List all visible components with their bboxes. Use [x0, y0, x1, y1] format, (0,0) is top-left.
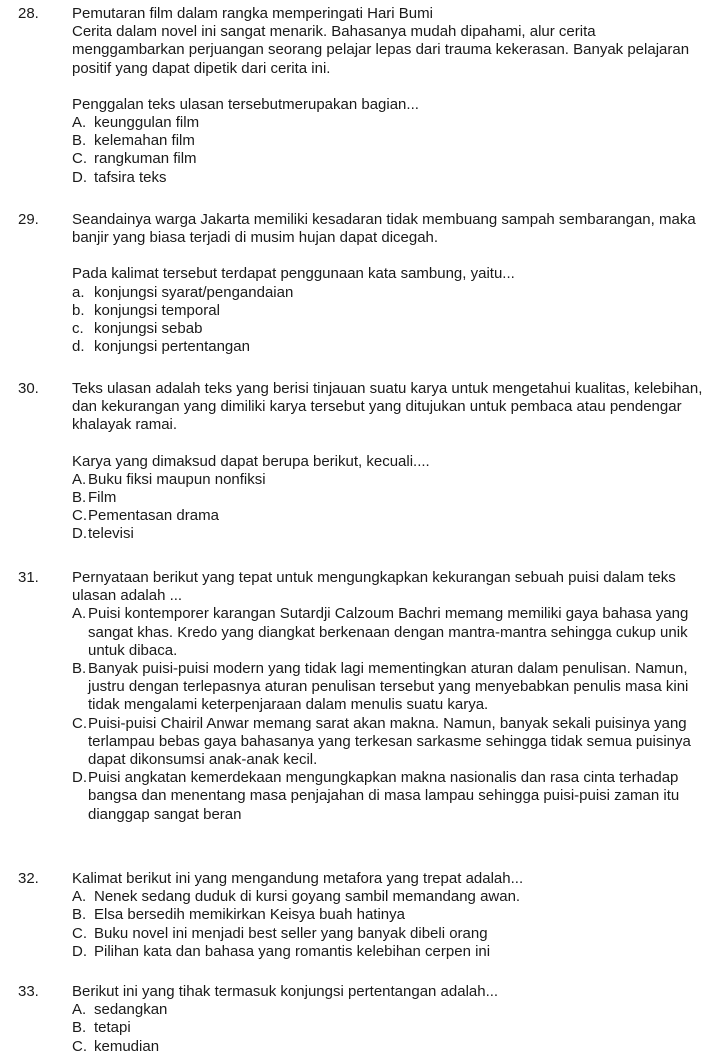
option-a[interactable]	[72, 114, 708, 132]
option-b[interactable]	[72, 660, 708, 715]
question-passage: Cerita dalam novel ini sangat menarik. Bahasanya mudah dipahami, alur cerita menggambarkan perjuangan seorang pelajar lepas dari trauma kekerasan. Banyak pelajaran positif yang dapat dipetik dari cerita ini.	[72, 23, 690, 77]
option-label: a.	[72, 283, 85, 301]
option-text: Buku fiksi maupun nonfiksi	[88, 470, 266, 488]
option-text: konjungsi pertentangan	[94, 338, 250, 356]
question-passage: Teks ulasan adalah teks yang berisi tinjauan suatu karya untuk mengetahui kualitas, kelebihan, dan kekurangan yang dimiliki karya tersebut yang ditujukan untuk pembaca atau pendengar khalayak ramai.	[72, 380, 703, 434]
option-label: B.	[72, 660, 87, 678]
option-a[interactable]	[72, 471, 708, 489]
option-text: rangkuman film	[94, 150, 197, 168]
option-text: konjungsi temporal	[94, 301, 220, 319]
option-c[interactable]	[72, 150, 708, 168]
option-text: Puisi angkatan kemerdekaan mengungkapkan makna nasionalis dan rasa cinta terhadap bangsa dan menentang masa penjajahan di masa lampau sehingga puisi-puisi zaman itu dianggap sangat beran	[88, 769, 680, 823]
question-passage: Seandainya warga Jakarta memiliki kesadaran tidak membuang sampah sembarangan, maka banjir yang biasa terjadi di musim hujan dapat dicegah.	[72, 211, 696, 247]
option-d[interactable]	[72, 943, 708, 961]
question-passage: Kalimat berikut ini yang mengandung metafora yang trepat adalah...	[72, 870, 524, 887]
question-number: 32.	[18, 870, 39, 887]
option-text: Buku novel ini menjadi best seller yang banyak dibeli orang	[94, 924, 488, 942]
option-b[interactable]	[72, 1019, 708, 1037]
option-b[interactable]	[72, 489, 708, 507]
option-text: tafsira teks	[94, 168, 167, 186]
question-prompt: Karya yang dimaksud dapat berupa berikut, kecuali....	[72, 452, 430, 470]
question-title: Pemutaran film dalam rangka memperingati Hari Bumi	[72, 5, 433, 22]
option-label: C.	[72, 924, 87, 942]
option-label: B.	[72, 1019, 87, 1037]
option-label: A.	[72, 470, 87, 488]
option-a[interactable]	[72, 1001, 708, 1019]
option-label: C.	[72, 150, 87, 168]
question-29	[18, 211, 708, 356]
question-number: 30.	[18, 380, 39, 397]
option-a[interactable]	[72, 605, 708, 660]
option-label: b.	[72, 301, 85, 319]
option-text: konjungsi syarat/pengandaian	[94, 283, 294, 301]
option-a[interactable]	[72, 284, 708, 302]
option-d[interactable]	[72, 338, 708, 356]
question-number: 31.	[18, 569, 39, 586]
option-label: B.	[72, 906, 87, 924]
option-c[interactable]	[72, 320, 708, 338]
question-33	[18, 983, 708, 1056]
option-label: C.	[72, 714, 87, 732]
option-label: B.	[72, 132, 87, 150]
option-c[interactable]	[72, 1038, 708, 1056]
option-label: D.	[72, 525, 87, 543]
option-label: C.	[72, 507, 87, 525]
option-b[interactable]	[72, 906, 708, 924]
option-c[interactable]	[72, 925, 708, 943]
option-label: D.	[72, 769, 87, 787]
option-text: Pilihan kata dan bahasa yang romantis kelebihan cerpen ini	[94, 942, 491, 960]
question-prompt: Pada kalimat tersebut terdapat penggunaan kata sambung, yaitu...	[72, 265, 515, 283]
option-c[interactable]	[72, 507, 708, 525]
question-number: 28.	[18, 5, 39, 22]
option-text: konjungsi sebab	[94, 320, 203, 338]
question-number: 29.	[18, 211, 39, 228]
question-28	[18, 5, 708, 187]
option-label: A.	[72, 1001, 87, 1019]
option-label: c.	[72, 320, 84, 338]
option-b[interactable]	[72, 132, 708, 150]
option-label: D.	[72, 168, 87, 186]
option-d[interactable]	[72, 769, 708, 824]
question-passage: Berikut ini yang tihak termasuk konjungsi pertentangan adalah...	[72, 983, 499, 1000]
option-text: Nenek sedang duduk di kursi goyang sambil memandang awan.	[94, 888, 521, 906]
question-30	[18, 380, 708, 544]
option-text: Film	[88, 489, 117, 507]
option-label: A.	[72, 888, 87, 906]
question-32	[18, 870, 708, 961]
question-number: 33.	[18, 983, 39, 1000]
question-31	[18, 569, 708, 824]
option-text: sedangkan	[94, 1001, 168, 1019]
option-b[interactable]	[72, 302, 708, 320]
option-label: d.	[72, 338, 85, 356]
option-d[interactable]	[72, 525, 708, 543]
option-text: Banyak puisi-puisi modern yang tidak lagi mementingkan aturan dalam penulisan. Namun, justru dengan terlepasnya aturan penulisan tersebut yang menyebabkan penulis masa kini tidak mengalami keterpenjaraan dalam menulis suatu karya.	[88, 660, 689, 714]
option-text: Elsa bersedih memikirkan Keisya buah hatinya	[94, 906, 405, 924]
option-text: televisi	[88, 525, 134, 543]
option-c[interactable]	[72, 715, 708, 770]
option-label: D.	[72, 942, 87, 960]
option-label: A.	[72, 605, 87, 623]
question-prompt: Penggalan teks ulasan tersebutmerupakan bagian...	[72, 95, 419, 113]
question-passage: Pernyataan berikut yang tepat untuk mengungkapkan kekurangan sebuah puisi dalam teks ulasan adalah ...	[72, 569, 676, 605]
option-text: keunggulan film	[94, 114, 200, 132]
option-text: kelemahan film	[94, 132, 195, 150]
option-label: A.	[72, 114, 87, 132]
option-label: C.	[72, 1037, 87, 1055]
option-d[interactable]	[72, 169, 708, 187]
option-text: Puisi-puisi Chairil Anwar memang sarat akan makna. Namun, banyak sekali puisinya yang terlampau bebas gaya bahasanya yang terkesan sarkasme sehingga tidak semua puisinya dapat dikonsumsi anak-anak kecil.	[88, 714, 691, 769]
option-text: tetapi	[94, 1019, 131, 1037]
option-text: Puisi kontemporer karangan Sutardji Calzoum Bachri memang memiliki gaya bahasa yang sangat khas. Kredo yang diangkat berkenaan dengan mantra-mantra sehingga cukup unik untuk dibaca.	[88, 605, 689, 659]
option-label: B.	[72, 489, 87, 507]
option-a[interactable]	[72, 888, 708, 906]
option-text: Pementasan drama	[88, 507, 219, 525]
option-text: kemudian	[94, 1037, 160, 1055]
